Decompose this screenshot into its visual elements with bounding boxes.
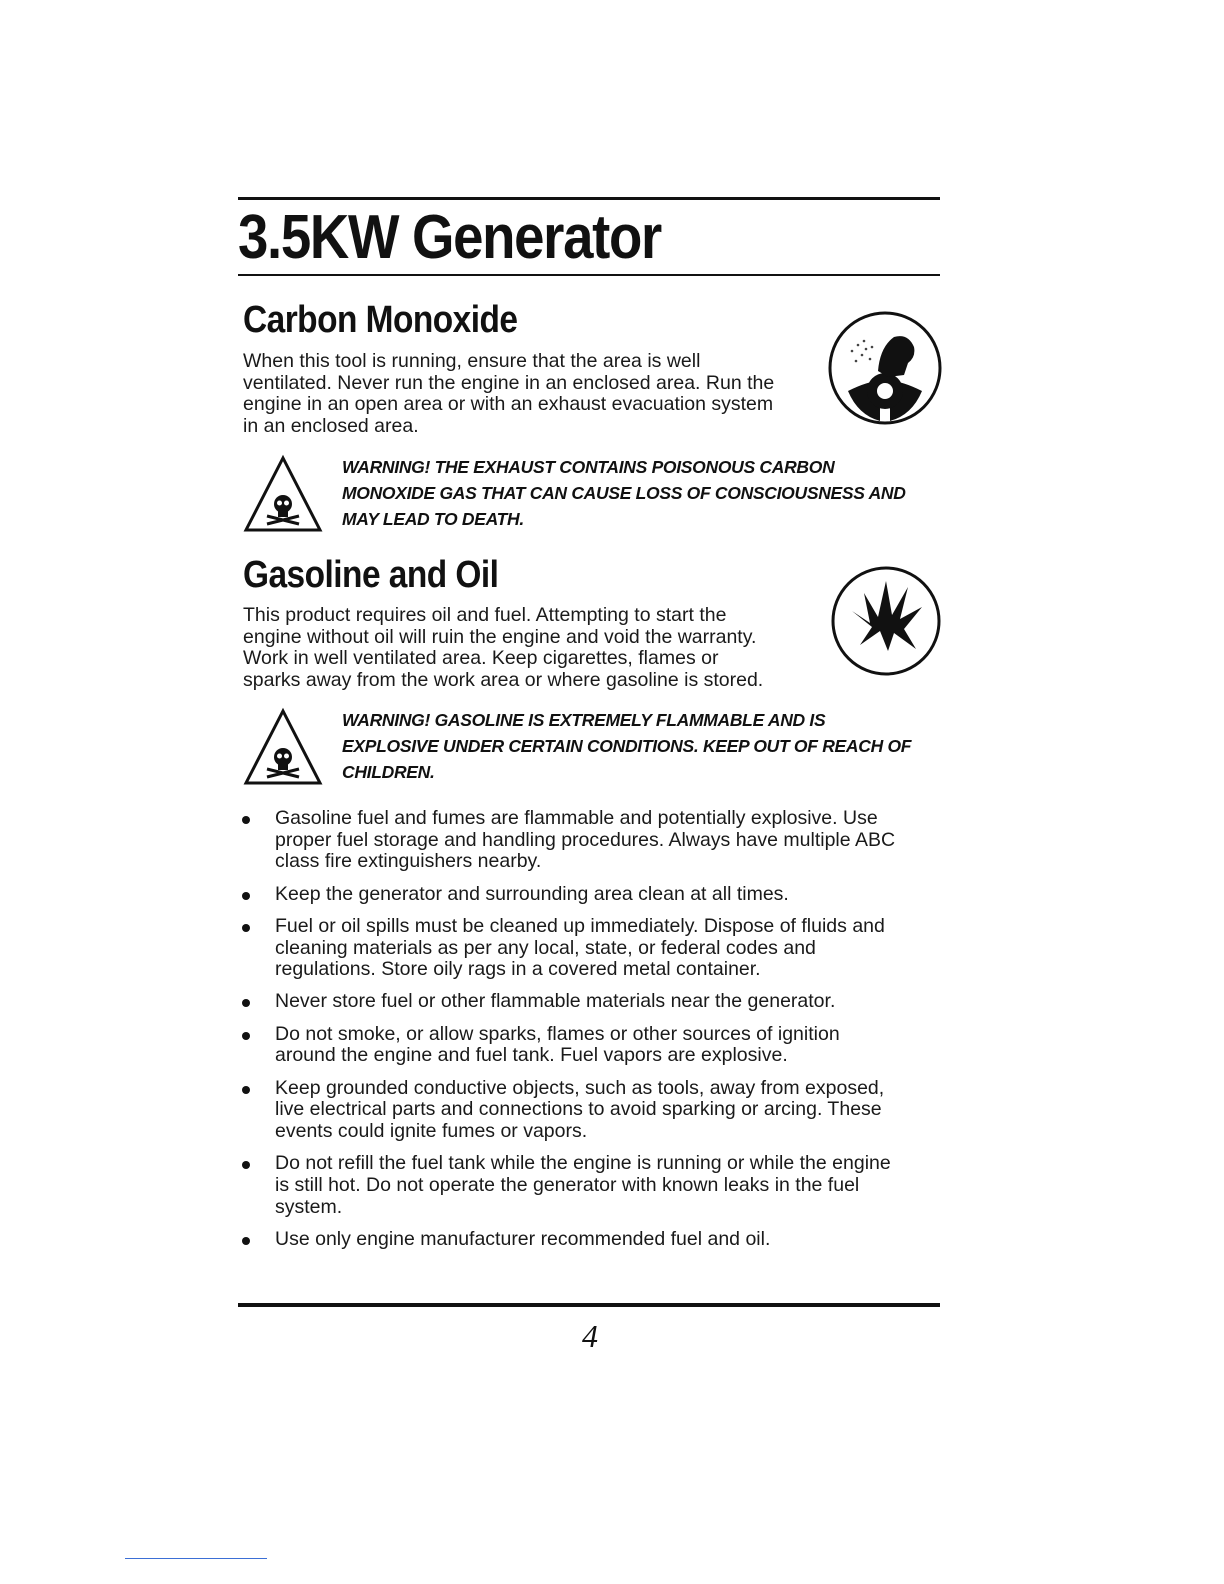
- list-item: Keep grounded conductive objects, such as tools, away from exposed, live electrical parts and connections to avoid sparking or arcing. These events could ignite fumes or vapors.: [240, 1078, 950, 1143]
- bullet-dot: [242, 924, 250, 932]
- gasoline-warning: [243, 707, 943, 787]
- bullet-dot: [242, 999, 250, 1007]
- bullet-dot: [242, 892, 250, 900]
- page-title: 3.5KW Generator: [238, 203, 661, 272]
- footer-underline: [125, 1558, 267, 1559]
- title-bottom-rule: [238, 274, 940, 276]
- list-item: Keep the generator and surrounding area clean at all times.: [240, 884, 950, 906]
- list-item: Do not refill the fuel tank while the engine is running or while the engine is still hot. Do not operate the generator with known leaks in the fuel system.: [240, 1153, 950, 1218]
- list-item: Use only engine manufacturer recommended fuel and oil.: [240, 1229, 950, 1251]
- page-number: 4: [582, 1318, 598, 1354]
- bullet-dot: [242, 1032, 250, 1040]
- warning-text: WARNING! THE EXHAUST CONTAINS POISONOUS CARBON MONOXIDE GAS THAT CAN CAUSE LOSS OF CONSCIOUSNESS AND MAY LEAD TO DEATH.: [342, 457, 906, 529]
- bullet-dot: [242, 1086, 250, 1094]
- bullet-dot: [242, 816, 250, 824]
- section-heading-carbon-monoxide: Carbon Monoxide: [243, 299, 518, 341]
- explosion-hazard-icon: [830, 565, 942, 677]
- bullet-dot: [242, 1161, 250, 1169]
- carbon-monoxide-warning: [243, 454, 943, 534]
- poison-skull-triangle-icon: [243, 454, 323, 534]
- list-item: Gasoline fuel and fumes are flammable and potentially explosive. Use proper fuel storage and handling procedures. Always have multiple ABC class fire extinguishers nearby.: [240, 808, 950, 873]
- bullet-dot: [242, 1237, 250, 1245]
- list-item: Fuel or oil spills must be cleaned up immediately. Dispose of fluids and cleaning materials as per any local, state, or federal codes and regulations. Store oily rags in a covered metal container.: [240, 916, 950, 981]
- title-top-rule: [238, 197, 940, 200]
- list-item: Do not smoke, or allow sparks, flames or other sources of ignition around the engine and fuel tank. Fuel vapors are explosive.: [240, 1024, 950, 1067]
- warning-text: WARNING! GASOLINE IS EXTREMELY FLAMMABLE AND IS EXPLOSIVE UNDER CERTAIN CONDITIONS. KEEP OUT OF REACH OF CHILDREN.: [342, 710, 912, 782]
- list-item: Never store fuel or other flammable materials near the generator.: [240, 991, 950, 1013]
- gasoline-oil-paragraph: This product requires oil and fuel. Attempting to start the engine without oil will ruin the engine and void the warranty. Work in well ventilated area. Keep cigarettes, flames or sparks away from the work area or where gasoline is stored.: [243, 604, 764, 692]
- safety-bullet-list: [240, 808, 950, 1261]
- exhaust-inhalation-hazard-icon: [828, 311, 942, 425]
- poison-skull-triangle-icon: [243, 707, 323, 787]
- footer-rule: [238, 1303, 940, 1307]
- carbon-monoxide-paragraph: When this tool is running, ensure that the area is well ventilated. Never run the engine in an enclosed area. Run the engine in an open area or with an exhaust evacuation system in an enclosed area.: [243, 350, 775, 438]
- section-heading-gasoline-oil: Gasoline and Oil: [243, 554, 499, 596]
